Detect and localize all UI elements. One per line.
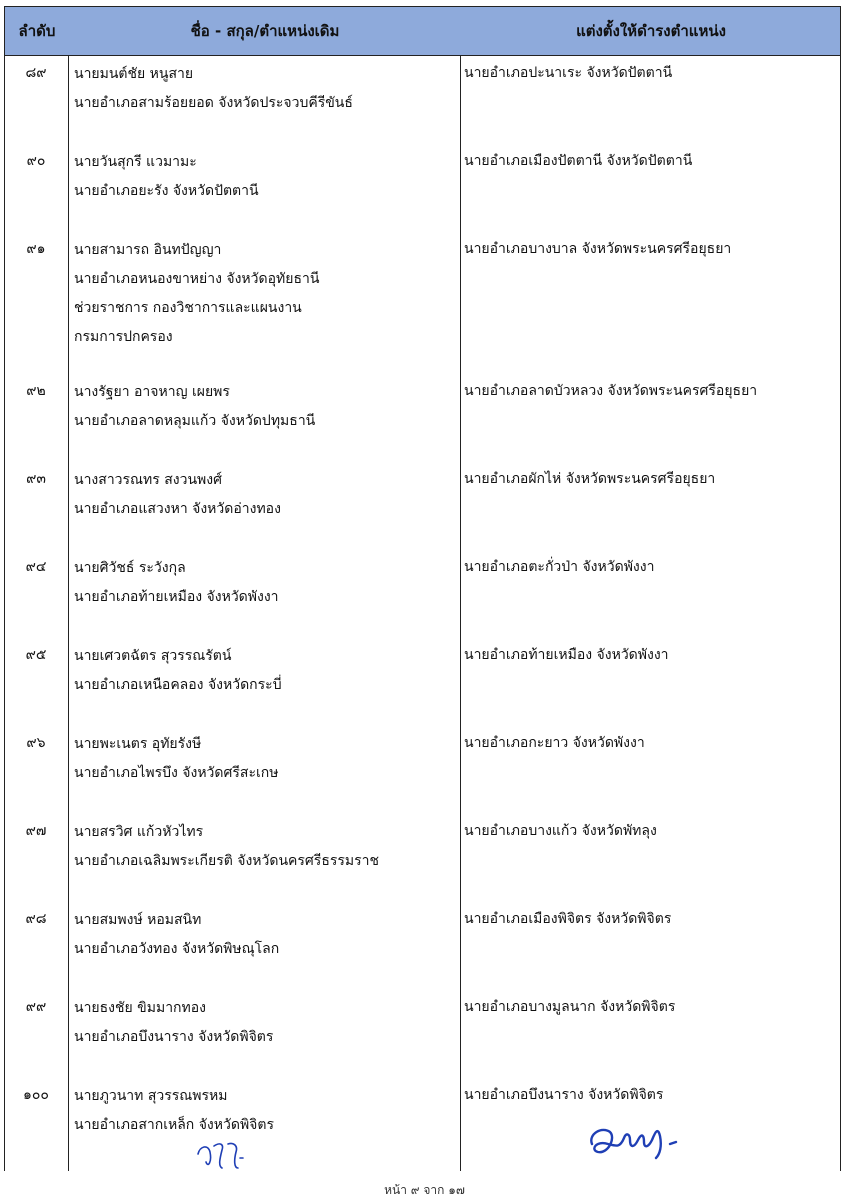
old-position-line: นายอำเภอวังทอง จังหวัดพิษณุโลก [74,941,280,957]
column-rule-order [68,56,69,1171]
person-name: นางสาวรณทร สงวนพงศ์ [74,472,223,488]
new-position: นายอำเภอบึงนาราง จังหวัดพิจิตร [464,1087,664,1103]
column-rule-right [840,56,841,1171]
person-name: นายพะเนตร อุทัยรังษี [74,736,202,752]
person-name: นายสมพงษ์ หอมสนิท [74,912,202,928]
person-name: นายวันสุกรี แวมามะ [74,154,197,170]
old-position-line: นายอำเภอเหนือคลอง จังหวัดกระบี่ [74,677,282,693]
row-number: ๙๑ [26,241,46,257]
signature-initials-right [586,1118,690,1168]
header-new-position: แต่งตั้งให้ดำรงตำแหน่ง [576,22,726,40]
person-name: นายสามารถ อินทปัญญา [74,242,222,258]
person-name: นายศิวัชธ์ ระวังกุล [74,560,186,576]
row-number: ๙๓ [26,471,46,487]
old-position-line: นายอำเภอลาดหลุมแก้ว จังหวัดปทุมธานี [74,413,316,429]
new-position: นายอำเภอบางมูลนาก จังหวัดพิจิตร [464,999,676,1015]
header-name-old-position: ชื่อ - สกุล/ตำแหน่งเดิม [190,22,340,40]
old-position-line: กรมการปกครอง [74,329,173,345]
name-and-old-position [74,554,456,612]
person-name: นายมนต์ชัย หนูสาย [74,66,194,82]
row-number: ๙๔ [25,559,47,575]
column-rule-name [460,56,461,1171]
new-position: นายอำเภอปะนาเระ จังหวัดปัตตานี [464,65,673,81]
new-position: นายอำเภอกะยาว จังหวัดพังงา [464,735,645,751]
new-position: นายอำเภอตะกั่วป่า จังหวัดพังงา [464,559,655,575]
new-position: นายอำเภอบางบาล จังหวัดพระนครศรีอยุธยา [464,241,732,257]
person-name: นายธงชัย ขิมมากทอง [74,1000,207,1016]
old-position-line: นายอำเภอไพรบึง จังหวัดศรีสะเกษ [74,765,279,781]
row-number: ๘๙ [25,65,47,81]
name-and-old-position [74,1082,456,1140]
old-position-line: นายอำเภอบึงนาราง จังหวัดพิจิตร [74,1029,274,1045]
person-name: นางรัฐยา อาจหาญ เผยพร [74,384,230,400]
person-name: นายเศวตฉัตร สุวรรณรัตน์ [74,648,232,664]
old-position-line: นายอำเภอท้ายเหมือง จังหวัดพังงา [74,589,279,605]
new-position: นายอำเภอเมืองพิจิตร จังหวัดพิจิตร [464,911,672,927]
old-position-line: นายอำเภอสามร้อยยอด จังหวัดประจวบคีรีขันธ์ [74,95,353,111]
name-and-old-position [74,236,456,352]
row-number: ๙๐ [26,153,46,169]
old-position-line: ช่วยราชการ กองวิชาการและแผนงาน [74,300,302,316]
old-position-line: นายอำเภอเฉลิมพระเกียรติ จังหวัดนครศรีธรรมราช [74,853,380,869]
header-order: ลำดับ [18,22,56,40]
old-position-line: นายอำเภอแสวงหา จังหวัดอ่างทอง [74,501,281,517]
row-number: ๙๕ [25,647,47,663]
row-number: ๙๗ [25,823,47,839]
row-number: ๙๒ [26,383,46,399]
name-and-old-position [74,906,456,964]
row-number: ๙๙ [25,999,47,1015]
old-position-line: นายอำเภอยะรัง จังหวัดปัตตานี [74,183,259,199]
name-and-old-position [74,994,456,1052]
new-position: นายอำเภอผักไห่ จังหวัดพระนครศรีอยุธยา [464,471,716,487]
new-position: นายอำเภอเมืองปัตตานี จังหวัดปัตตานี [464,153,693,169]
old-position-line: นายอำเภอหนองขาหย่าง จังหวัดอุทัยธานี [74,271,320,287]
row-number: ๙๘ [25,911,47,927]
person-name: นายสรวิศ แก้วหัวไทร [74,824,204,840]
signature-initials-left [194,1132,264,1172]
name-and-old-position [74,466,456,524]
name-and-old-position [74,378,456,436]
name-and-old-position [74,818,456,876]
name-and-old-position [74,642,456,700]
name-and-old-position [74,148,456,206]
page-number: หน้า ๙ จาก ๑๗ [384,1183,465,1197]
new-position: นายอำเภอท้ายเหมือง จังหวัดพังงา [464,647,669,663]
new-position: นายอำเภอลาดบัวหลวง จังหวัดพระนครศรีอยุธยา [464,383,758,399]
name-and-old-position [74,730,456,788]
new-position: นายอำเภอบางแก้ว จังหวัดพัทลุง [464,823,657,839]
old-position-line: นายอำเภอสากเหล็ก จังหวัดพิจิตร [74,1117,274,1133]
row-number: ๑๐๐ [23,1087,49,1103]
table-header-row [4,6,841,56]
name-and-old-position [74,60,456,118]
person-name: นายภูวนาท สุวรรณพรหม [74,1088,228,1104]
row-number: ๙๖ [26,735,46,751]
